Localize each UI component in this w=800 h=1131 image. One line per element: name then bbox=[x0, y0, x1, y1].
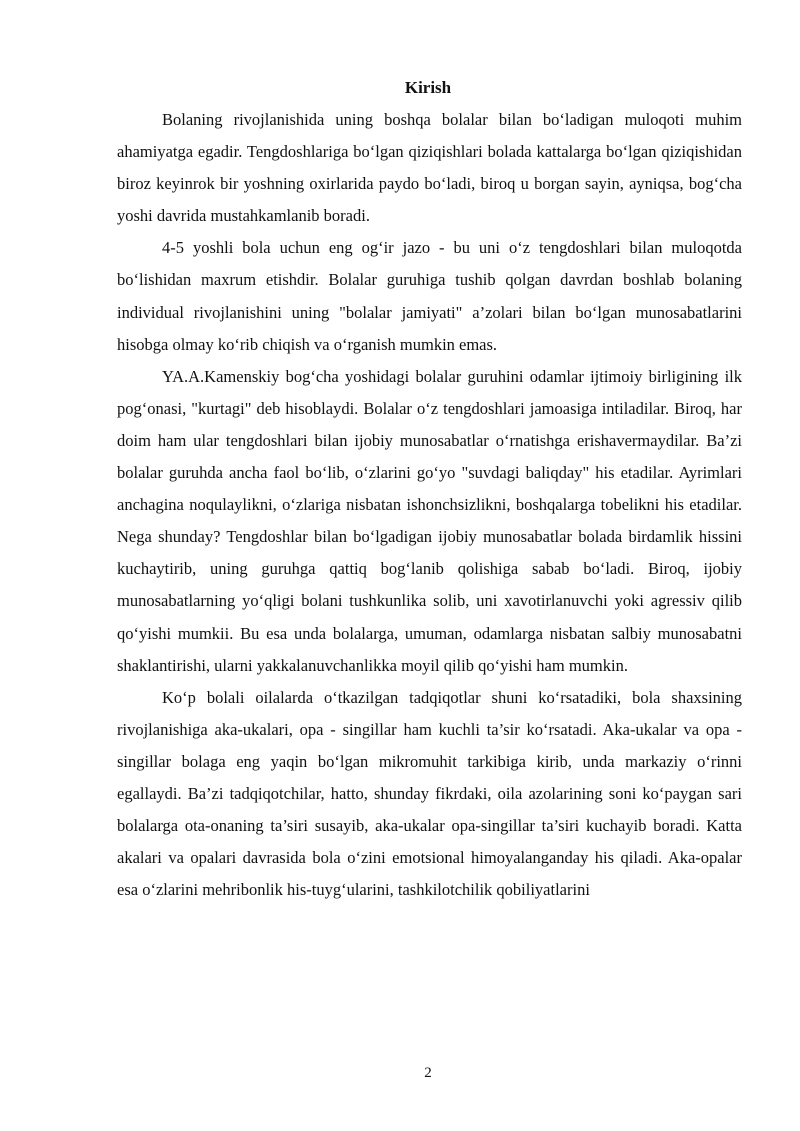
paragraph-1: Bolaning rivojlanishida uning boshqa bolalar bilan bo‘ladigan muloqoti muhim ahamiyatga egadir. Tengdoshlariga bo‘lgan qiziqishlari bolada kattalarga bo‘lgan qiziqishidan biroz keyinrok bir yoshning oxirlarida paydo bo‘ladi, biroq u borgan sayin, ayniqsa, bog‘cha yoshi davrida mustahkamlanib boradi. bbox=[117, 110, 742, 226]
paragraph-2: 4-5 yoshli bola uchun eng og‘ir jazo - bu uni o‘z tengdoshlari bilan muloqotda bo‘lishidan maxrum etishdir. Bolalar guruhiga tushib qolgan davrdan boshlab bolaning individual rivojlanishini uning "bolalar jamiyati" a’zolari bilan bo‘lgan munosabatlarini hisobga olmay ko‘rib chiqish va o‘rganish mumkin emas. bbox=[117, 238, 742, 354]
page-number: 2 bbox=[424, 1065, 432, 1081]
body-text bbox=[117, 104, 742, 906]
page-title: Kirish bbox=[404, 78, 452, 97]
paragraph-4: Ko‘p bolali oilalarda o‘tkazilgan tadqiqotlar shuni ko‘rsatadiki, bola shaxsining rivojlanishiga aka-ukalari, opa - singillar ham kuchli ta’sir ko‘rsatadi. Aka-ukalar va opa - singillar bolaga eng yaqin bo‘lgan mikromuhit tarkibiga kirib, unda markaziy o‘rinni egallaydi. Ba’zi tadqiqotchilar, hatto, shunday fikrdaki, oila azolarining soni ko‘paygan sari bolalarga ota-onaning ta’siri susayib, aka-ukalar opa-singillar ta’siri kuchayib boradi. Katta akalari va opalari davrasida bola o‘zini emotsional himoyalanganday his qiladi. Aka-opalar esa o‘zlarini mehribonlik his-tuyg‘ularini, tashkilotchilik qobiliyatlarini bbox=[117, 687, 742, 900]
paragraph-3: YA.A.Kamenskiy bog‘cha yoshidagi bolalar guruhini odamlar ijtimoiy birligining ilk pog‘onasi, "kurtagi" deb hisoblaydi. Bolalar o‘z tengdoshlari jamoasiga intiladilar. Biroq, har doim ham ular tengdoshlari bilan ijobiy munosabatlar o‘rnatishga erishavermaydilar. Ba’zi bolalar guruhda ancha faol bo‘lib, o‘zlarini go‘yo "suvdagi baliqday" his etadilar. Ayrimlari anchagina noqulaylikni, o‘zlariga nisbatan ishonchsizlikni, boshqalarga tobelikni his etadilar. Nega shunday? Tengdoshlar bilan bo‘lgadigan ijobiy munosabatlar bolada birdamlik hissini kuchaytirib, uning guruhga qattiq bog‘lanib qolishiga sabab bo‘ladi. Biroq, ijobiy munosabatlarning yo‘qligi bolani tushkunlika solib, uni xavotirlanuvchi yoki agressiv qilib qo‘yishi mumkii. Bu esa unda bolalarga, umuman, odamlarga nisbatan salbiy munosabatni shaklantirishi, ularni yakkalanuvchanlikka moyil qilib qo‘yishi ham mumkin. bbox=[117, 366, 742, 675]
